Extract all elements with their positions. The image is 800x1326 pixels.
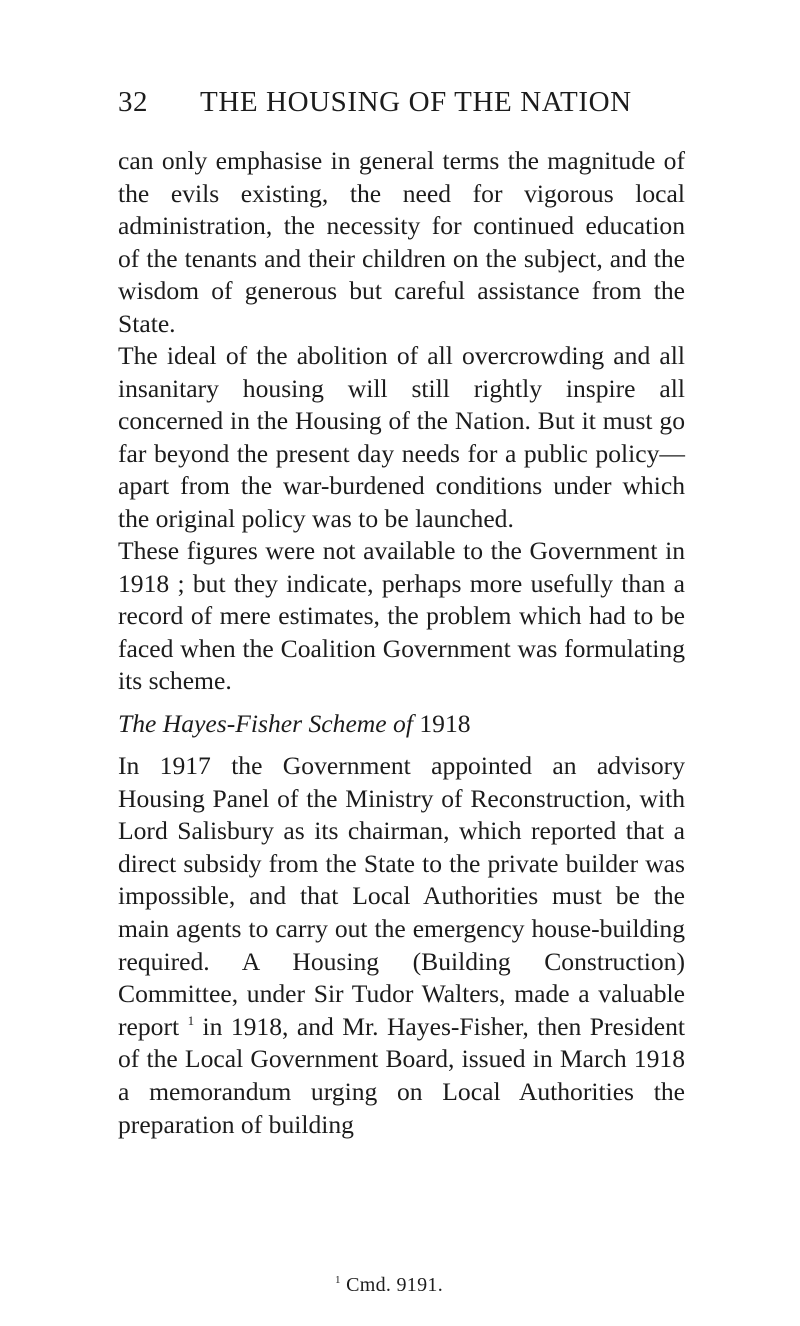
page-header [118, 86, 678, 126]
section-heading-title: The Hayes-Fisher Scheme of [118, 709, 413, 738]
paragraph-text-before-reference: In 1917 the Government appointed an advisory Housing Panel of the Ministry of Reconstruction, with Lord Salisbury as its chairman, which reported that a direct subsidy from the State to the private builder was impossible, and that Local Authorities must be the main agents to carry out the emergency house-building required. A Housing (Building Construction) Committee, under Sir Tudor Walters, made a valuable report [118, 751, 685, 1041]
footnote-reference: 1 [187, 1012, 195, 1028]
running-title: THE HOUSING OF THE NATION [200, 86, 632, 118]
paragraph: can only emphasise in general terms the magnitude of the evils existing, the need for vigorous local administration, the necessity for continued education of the tenants and their children on the subject, and the wisdom of generous but careful assistance from the State. [118, 146, 685, 338]
footnote [335, 1274, 443, 1297]
paragraph-text-after-reference: in 1918, and Mr. Hayes-Fisher, then President of the Local Government Board, issued in March 1918 a memorandum urging on Local Authorities the preparation of building [118, 1011, 685, 1139]
paragraph [118, 750, 685, 1141]
paragraph: These figures were not available to the Government in 1918 ; but they indicate, perhaps more usefully than a record of mere estimates, the problem which had to be faced when the Coalition Government was formulating its scheme. [118, 536, 685, 695]
section-body-text [118, 750, 685, 1141]
footnote-text: Cmd. 9191. [340, 1274, 444, 1296]
footnote-marker: 1 [335, 1274, 341, 1286]
section-heading [118, 708, 685, 740]
body-text [118, 145, 685, 698]
section-heading-year: 1918 [419, 709, 471, 738]
paragraph: The ideal of the abolition of all overcrowding and all insanitary housing will still rightly inspire all concerned in the Housing of the Nation. But it must go far beyond the present day needs for a public policy—apart from the war-burdened conditions under which the original policy was to be launched. [118, 341, 685, 533]
page-number: 32 [118, 86, 148, 118]
